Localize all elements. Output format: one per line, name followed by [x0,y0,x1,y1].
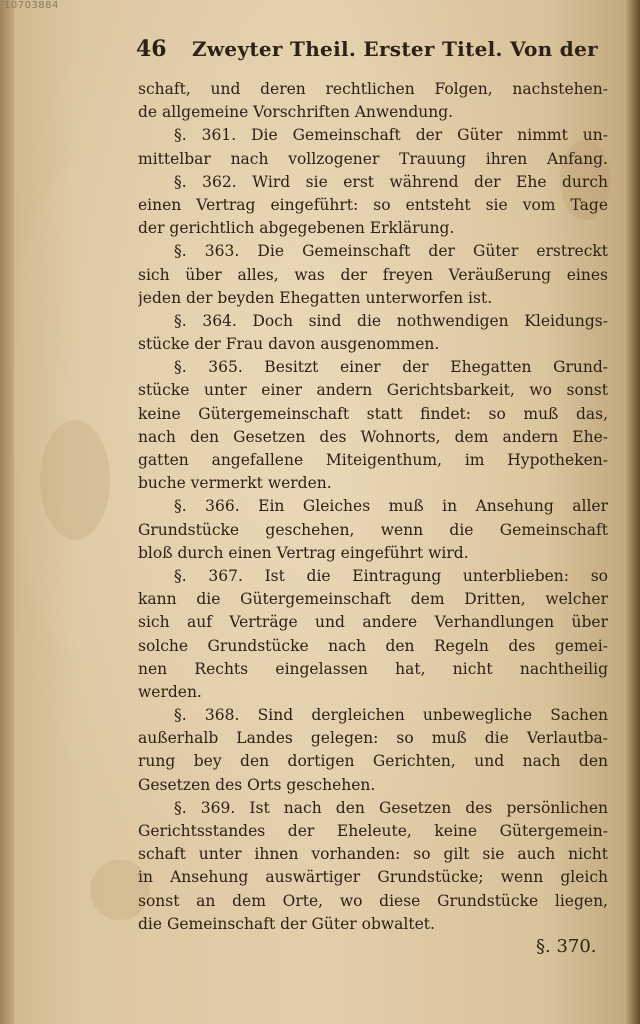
text-line: stücke unter einer andern Gerichtsbarkeit, wo sonst [138,381,608,400]
text-line: Gerichtsstandes der Eheleute, keine Gütergemein- [138,822,608,840]
text-line: de allgemeine Vorschriften Anwendung. [138,103,454,122]
text-line: bloß durch einen Vertrag eingeführt wird. [138,543,469,562]
text-line: buche vermerkt werden. [138,474,332,493]
text-line: gatten angefallene Miteigenthum, im Hypotheken- [138,451,608,469]
text-line: die Gemeinschaft der Güter obwaltet. [138,914,435,933]
catchword: §. 370. [536,936,597,957]
text-line: außerhalb Landes gelegen: so muß die Verlautba- [138,729,608,748]
text-line: mittelbar nach vollzogener Trauung ihren Anfang. [138,149,608,168]
catalog-id: 10703884 [4,0,59,11]
text-line: schaft, und deren rechtlichen Folgen, nachstehen- [138,80,608,98]
running-head: Zweyter Theil. Erster Titel. Von der [192,37,598,61]
text-line: einen Vertrag eingeführt: so entsteht sie vom Tage [138,195,608,214]
text-line: nen Rechts eingelassen hat, nicht nachtheilig [138,659,608,678]
text-line: in Ansehung auswärtiger Grundstücke; wenn gleich [138,868,608,887]
text-line: §. 367. Ist die Eintragung unterblieben: so [174,566,608,585]
text-line: keine Gütergemeinschaft statt findet: so muß das, [138,404,608,423]
text-line: sich über alles, was der freyen Veräußerung eines [138,265,608,284]
text-line: sonst an dem Orte, wo diese Grundstücke liegen, [138,891,608,910]
text-line: rung bey den dortigen Gerichten, und nach den [138,752,608,771]
text-line: der gerichtlich abgegebenen Erklärung. [138,219,455,238]
text-line: werden. [138,682,202,701]
text-line: §. 362. Wird sie erst während der Ehe durch [174,172,608,191]
page-number: 46 [136,36,167,62]
text-line: §. 368. Sind dergleichen unbewegliche Sachen [174,706,608,725]
text-line: nach den Gesetzen des Wohnorts, dem andern Ehe- [138,427,608,446]
page-gutter-shadow [0,0,14,1024]
text-line: solche Grundstücke nach den Regeln des gemei- [138,636,608,655]
page-header [136,36,606,66]
text-line: stücke der Frau davon ausgenommen. [138,335,440,354]
text-line: jeden der beyden Ehegatten unterworfen ist. [138,288,493,307]
text-line: §. 366. Ein Gleiches muß in Ansehung aller [174,497,608,516]
text-line: §. 369. Ist nach den Gesetzen des persönlichen [174,798,608,817]
page-edge-shadow [624,0,640,1024]
text-line: §. 363. Die Gemeinschaft der Güter erstreckt [174,242,608,261]
text-line: sich auf Verträge und andere Verhandlungen über [138,613,608,632]
text-line: schaft unter ihnen vorhanden: so gilt sie auch nicht [138,845,608,864]
text-line: §. 365. Besitzt einer der Ehegatten Grund- [174,358,608,377]
text-line: Gesetzen des Orts geschehen. [138,775,376,794]
text-line: kann die Gütergemeinschaft dem Dritten, welcher [138,590,608,609]
text-line: Grundstücke geschehen, wenn die Gemeinschaft [138,520,608,539]
paper-stain [40,420,110,540]
body-text [138,78,608,936]
text-line: §. 364. Doch sind die nothwendigen Kleidungs- [174,311,608,330]
text-line: §. 361. Die Gemeinschaft der Güter nimmt un- [174,126,608,145]
